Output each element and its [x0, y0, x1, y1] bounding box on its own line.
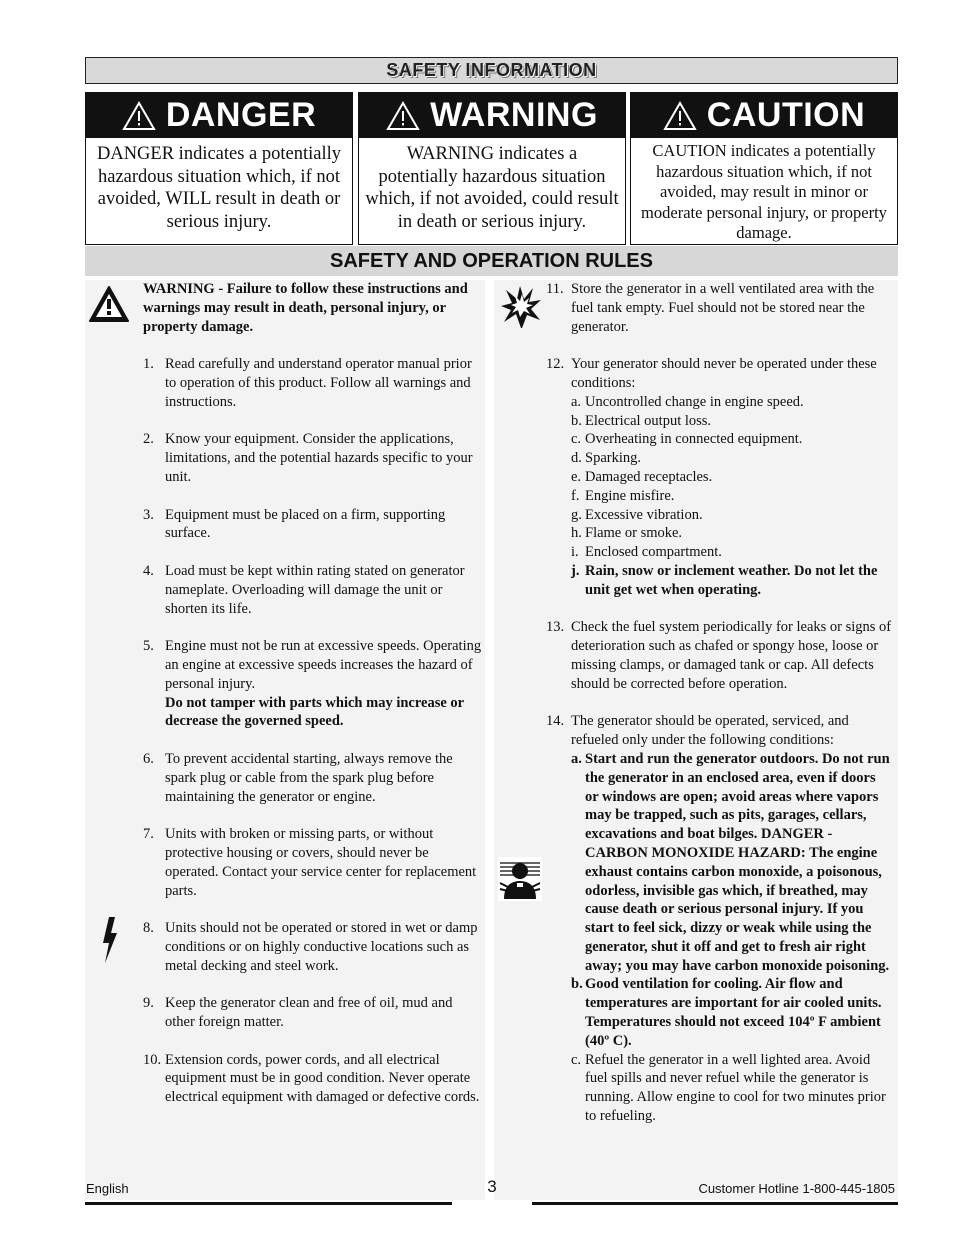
sub-item: f. Engine misfire. [571, 487, 675, 504]
sub-item: a. Uncontrolled change in engine speed. [571, 393, 804, 410]
footer-hotline: Customer Hotline 1-800-445-1805 [698, 1181, 895, 1196]
caution-box [630, 92, 898, 245]
right-column [546, 280, 892, 1126]
sub-item: e. Damaged receptacles. [571, 468, 713, 485]
sub-item: b. Electrical output loss. [571, 412, 712, 429]
list-item: 5. Engine must not be run at excessive speeds. Operating an engine at excessive speeds increases the hazard of personal injury. Do not tamper with parts which may increase or decrease the governed speed. [143, 638, 482, 730]
section-title: SAFETY INFORMATION [386, 60, 597, 80]
explosion-icon [500, 284, 542, 330]
list-item: 11. Store the generator in a well ventilated area with the fuel tank empty. Fuel should not be stored near the generator. [546, 281, 875, 335]
page-number: 3 [487, 1177, 497, 1196]
caution-header [631, 93, 897, 138]
sub-item: c. Overheating in connected equipment. [571, 431, 803, 448]
danger-header [86, 93, 352, 138]
rules-title: SAFETY AND OPERATION RULES [330, 249, 653, 272]
danger-box [85, 92, 353, 245]
caution-alert-icon [663, 101, 697, 131]
list-item: 1. Read carefully and understand operator manual prior to operation of this product. Follow all warnings and instructions. [143, 356, 472, 410]
caution-word: CAUTION [706, 96, 866, 134]
sub-item: g. Excessive vibration. [571, 506, 703, 523]
sub-item: d. Sparking. [571, 450, 641, 467]
caution-description: CAUTION indicates a potentially hazardous situation which, if not avoided, may result in minor or moderate personal injury, or property damage. [641, 141, 887, 242]
list-item: 4. Load must be kept within rating stated on generator nameplate. Overloading will damage the unit or shorten its life. [143, 562, 465, 617]
sub-item-bold: b. Good ventilation for cooling. Air flow and temperatures are important for air cooled units. Temperatures should not exceed 104º F ambient (40º C). [571, 976, 882, 1049]
danger-word: DANGER [165, 96, 317, 134]
sub-item-bold: j. Rain, snow or inclement weather. Do not let the unit get wet when operating. [571, 562, 878, 598]
sub-item: h. Flame or smoke. [571, 525, 683, 542]
danger-description: DANGER indicates a potentially hazardous situation which, if not avoided, WILL result in death or serious injury. [96, 144, 342, 232]
sub-item: i. Enclosed compartment. [571, 544, 722, 561]
list-item: 3. Equipment must be placed on a firm, supporting surface. [143, 506, 446, 542]
sub-item-bold: a. Start and run the generator outdoors. Do not run the generator in an enclosed area, even if doors or windows are open; avoid areas where vapors may be trapped, such as pits, garages, cellars, excavations and boat bilges. DANGER - CARBON MONOXIDE HAZARD: The engine exhaust contains carbon monoxide, a poisonous, odorless, invisible gas which, if breathed, may cause death or serious personal injury. If you start to feel sick, dizzy or weak while using the generator, shut it off and get to fresh air right away; you may have carbon monoxide poisoning. [571, 750, 890, 974]
danger-alert-icon [122, 101, 156, 131]
list-item: 12. Your generator should never be operated under these conditions: a. Uncontrolled change in engine speed. b. Electrical output loss. c. Overheating in connected equipment. d. Sparking. e. Damaged receptacles. f. Engine misfire. g. Excessive vibration. h. Flame or smoke. i. Enclosed compartment. j. Rain, snow or inclement weather. Do not let the unit get wet when operating. [546, 355, 892, 599]
warning-word: WARNING [430, 96, 598, 134]
footer-rule [85, 1202, 898, 1205]
list-item: 7. Units with broken or missing parts, or without protective housing or covers, should never be operated. Contact your service center for replacement parts. [143, 826, 477, 899]
footer-language: English [86, 1181, 129, 1196]
rules-intro-warning: WARNING - Failure to follow these instructions and warnings may result in death, personal injury, or property damage. [143, 281, 468, 335]
alert-triangle-icon [88, 285, 130, 323]
rules-header [85, 246, 898, 276]
warning-description: WARNING indicates a potentially hazardous situation which, if not avoided, could result in death or serious injury. [365, 144, 619, 232]
list-item: 14. The generator should be operated, serviced, and refueled only under the following conditions: a. Start and run the generator outdoors. Do not run the generator in an enclosed area, even if doors or windows are open; avoid areas where vapors may be trapped, such as pits, garages, cellars, excavations and boat bilges. DANGER - CARBON MONOXIDE HAZARD: The engine exhaust contains carbon monoxide, a poisonous, odorless, invisible gas which, if breathed, may cause death or serious personal injury. If you start to feel sick, dizzy or weak while using the generator, shut it off and get to fresh air right away; you may have carbon monoxide poisoning. b. Good ventilation for cooling. Air flow and temperatures are important for air cooled units. Temperatures should not exceed 104º F ambient (40º C). c. Refuel the generator in a well lighted area. Avoid fuel spills and never refuel while the generator is running. Allow engine to cool for two minutes prior to refueling. [546, 712, 892, 1126]
warning-alert-icon [386, 101, 420, 131]
carbon-monoxide-icon [498, 857, 542, 901]
list-item: 10. Extension cords, power cords, and all electrical equipment must be in good condition. Never operate electrical equipment with damaged or defective cords. [143, 1051, 480, 1106]
list-item: 6. To prevent accidental starting, always remove the spark plug or cable from the spark plug before maintaining the generator or engine. [143, 750, 453, 805]
warning-box [358, 92, 626, 245]
governed-speed-warning: Do not tamper with parts which may increase or decrease the governed speed. [165, 694, 464, 730]
warning-header [359, 93, 625, 138]
section-header [85, 57, 898, 84]
list-item: 13. Check the fuel system periodically for leaks or signs of deterioration such as chafed or spongy hose, loose or missing clamps, or damaged tank or cap. All defects should be corrected before operation. [546, 619, 892, 692]
list-item: 9. Keep the generator clean and free of oil, mud and other foreign matter. [143, 995, 453, 1031]
list-item: 8. Units should not be operated or stored in wet or damp conditions or on highly conductive locations such as metal decking and steel work. [143, 920, 478, 974]
lightning-bolt-icon [100, 915, 120, 965]
sub-item: c. Refuel the generator in a well lighted area. Avoid fuel spills and never refuel while the generator is running. Allow engine to cool for two minutes prior to refueling. [571, 1051, 886, 1125]
list-item: 2. Know your equipment. Consider the applications, limitations, and the potential hazards specific to your unit. [143, 431, 473, 485]
left-column [143, 280, 483, 1107]
